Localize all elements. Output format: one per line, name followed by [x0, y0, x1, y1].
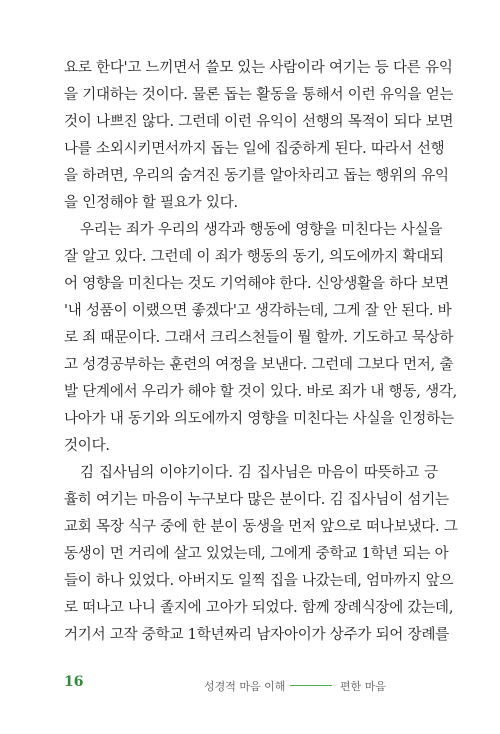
text-line: 동생이 먼 거리에 살고 있었는데, 그에게 중학교 1학년 되는 아 [64, 546, 449, 562]
text-line: 들이 하나 있었다. 아버지도 일찍 집을 나갔는데, 엄마까지 앞으 [64, 573, 454, 589]
text-line: 을 기대하는 것이다. 물론 돕는 활동을 통해서 이런 유익을 얻는 [64, 87, 454, 103]
text-line: 김 집사님의 이야기이다. 김 집사님은 마음이 따뜻하고 긍 [80, 465, 438, 481]
page-footer [64, 676, 438, 694]
text-line: 나아가 내 동기와 의도에까지 영향을 미친다는 사실을 인정하는 [64, 411, 454, 427]
chapter-title: 편한 마음 [340, 680, 387, 693]
text-line: 요로 한다'고 느끼면서 쓸모 있는 사람이라 여기는 등 다른 유익 [64, 60, 453, 76]
text-line: 을 인정해야 할 필요가 있다. [64, 195, 238, 211]
text-line: 우리는 죄가 우리의 생각과 행동에 영향을 미친다는 사실을 [80, 222, 443, 238]
text-line: '내 성품이 이랬으면 좋겠다'고 생각하는데, 그게 잘 안 된다. 바 [64, 303, 452, 319]
text-line: 잘 알고 있다. 그런데 이 죄가 행동의 동기, 의도에까지 확대되 [64, 249, 444, 265]
text-line: 어 영향을 미친다는 것도 기억해야 한다. 신앙생활을 하다 보면 [64, 276, 449, 292]
text-line: 로 떠나고 나니 졸지에 고아가 되었다. 함께 장례식장에 갔는데, [64, 600, 454, 616]
text-line: 것이 나쁘진 않다. 그런데 이런 유익이 선행의 목적이 되다 보면 [64, 114, 454, 130]
text-line: 거기서 고작 중학교 1학년짜리 남자아이가 상주가 되어 장례를 [64, 627, 450, 643]
text-line: 것이다. [64, 438, 110, 454]
text-line: 로 죄 때문이다. 그래서 크리스천들이 뭘 할까. 기도하고 묵상하 [64, 330, 454, 346]
text-line: 나를 소외시키면서까지 돕는 일에 집중하게 된다. 따라서 선행 [64, 141, 445, 157]
text-line: 발 단계에서 우리가 해야 할 것이 있다. 바로 죄가 내 행동, 생각, [64, 384, 458, 400]
footer-divider [290, 685, 332, 686]
text-line: 을 하려면, 우리의 숨겨진 동기를 알아차리고 돕는 행위의 유익 [64, 168, 449, 184]
page-number: 16 [64, 674, 84, 690]
text-line: 휼히 여기는 마음이 누구보다 많은 분이다. 김 집사님이 섬기는 [64, 492, 449, 508]
text-line: 교회 목장 식구 중에 한 분이 동생을 먼저 앞으로 떠나보냈다. 그 [64, 519, 458, 535]
text-line: 고 성경공부하는 훈련의 여정을 보낸다. 그런데 그보다 먼저, 출 [64, 357, 454, 373]
book-title: 성경적 마음 이해 [204, 680, 286, 693]
